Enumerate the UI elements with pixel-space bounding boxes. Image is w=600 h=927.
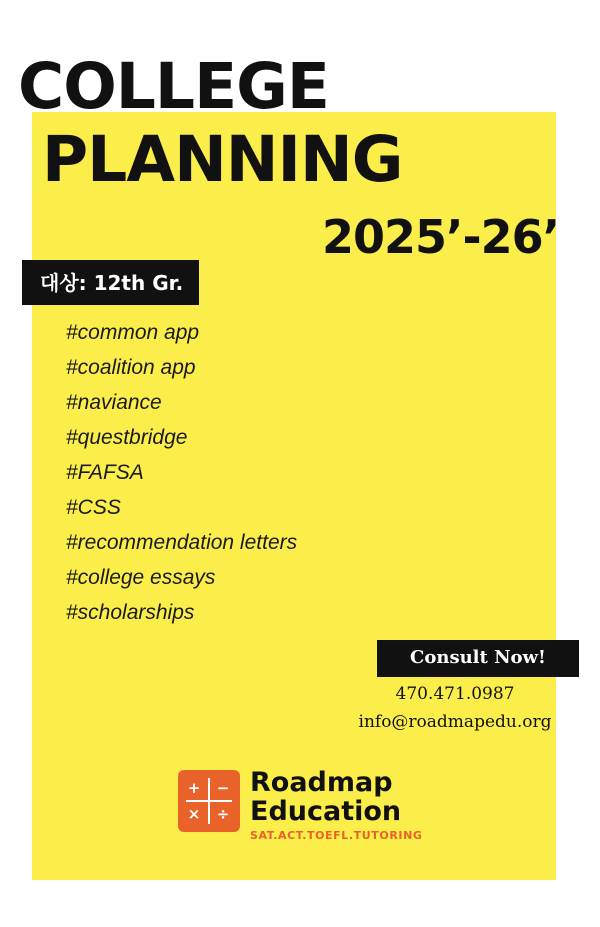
list-item: #FAFSA: [66, 461, 144, 484]
contact-email[interactable]: info@roadmapedu.org: [358, 712, 552, 732]
multiply-icon: ×: [187, 805, 201, 823]
page-title-line-2: PLANNING: [42, 123, 403, 196]
list-item: #recommendation letters: [66, 531, 298, 554]
page-title-year: 2025’-26’: [322, 210, 560, 264]
hashtag-list: [66, 315, 486, 630]
list-item: #questbridge: [66, 426, 188, 449]
plus-icon: +: [187, 779, 201, 797]
audience-badge: 대상: 12th Gr.: [22, 260, 199, 305]
logo-name-line-2: Education: [250, 796, 402, 827]
calculator-grid-icon: [178, 770, 240, 832]
divide-icon: ÷: [216, 805, 230, 823]
contact-block: [330, 680, 580, 736]
logo-text: [250, 768, 423, 842]
list-item: #naviance: [66, 391, 162, 414]
list-item: #coalition app: [66, 356, 196, 379]
contact-phone[interactable]: 470.471.0987: [395, 684, 515, 704]
page-title-line-1: COLLEGE: [18, 50, 329, 123]
minus-icon: −: [216, 779, 230, 797]
logo-tagline: SAT.ACT.TOEFL.TUTORING: [250, 829, 423, 842]
list-item: #common app: [66, 321, 200, 344]
logo: [178, 768, 428, 850]
consult-now-button[interactable]: Consult Now!: [377, 640, 579, 677]
list-item: #CSS: [66, 496, 121, 519]
list-item: #scholarships: [66, 601, 195, 624]
list-item: #college essays: [66, 566, 216, 589]
logo-name-line-1: Roadmap: [250, 767, 393, 798]
